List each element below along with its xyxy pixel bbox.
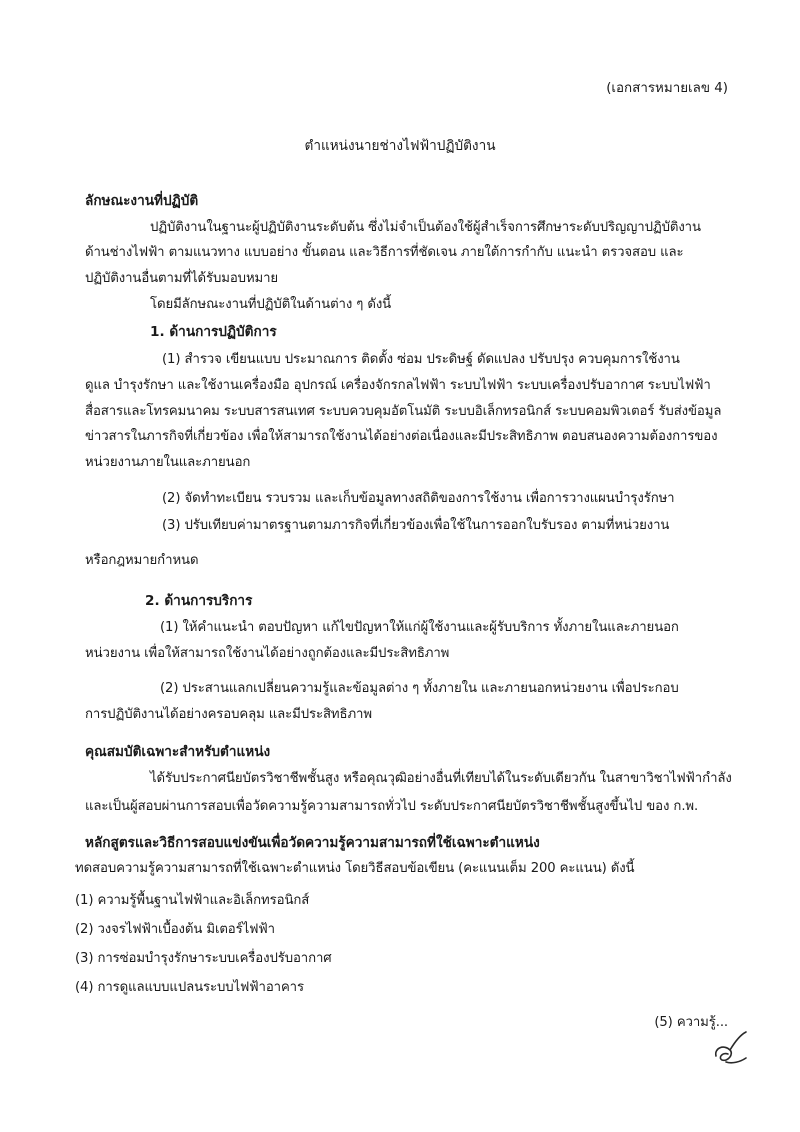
list-item-line: หน่วยงาน เพื่อให้สามารถใช้งานได้อย่างถูกต้องและมีประสิทธิภาพ <box>85 646 450 661</box>
paragraph-line: โดยมีลักษณะงานที่ปฏิบัติในด้านต่าง ๆ ดังนี้ <box>150 297 392 312</box>
list-item-line: (2) จัดทำทะเบียน รวบรวม และเก็บข้อมูลทางสถิติของการใช้งาน เพื่อการวางแผนบำรุงรักษา <box>162 491 675 506</box>
list-item-line: ข่าวสารในภารกิจที่เกี่ยวข้อง เพื่อให้สามารถใช้งานได้อย่างต่อเนื่องและมีประสิทธิภาพ ตอบสนองความต้องการของ <box>85 429 718 444</box>
section-heading-exam: หลักสูตรและวิธีการสอบแข่งขันเพื่อวัดความรู้ความสามารถที่ใช้เฉพาะตำแหน่ง <box>85 835 540 851</box>
document-number: (เอกสารหมายเลข 4) <box>606 81 728 96</box>
list-item: (1) ความรู้พื้นฐานไฟฟ้าและอิเล็กทรอนิกส์ <box>75 893 310 908</box>
signature-mark <box>708 1026 752 1070</box>
paragraph-line: ปฏิบัติงานอื่นตามที่ได้รับมอบหมาย <box>85 271 279 286</box>
list-item-line: หน่วยงานภายในและภายนอก <box>85 455 251 470</box>
list-item-line: (1) ให้คำแนะนำ ตอบปัญหา แก้ไขปัญหาให้แก่ผู้ใช้งานและผู้รับบริการ ทั้งภายในและภายนอก <box>160 620 679 635</box>
list-item: (2) วงจรไฟฟ้าเบื้องต้น มิเตอร์ไฟฟ้า <box>75 922 275 937</box>
list-item-line: การปฏิบัติงานได้อย่างครอบคลุม และมีประสิทธิภาพ <box>85 707 372 722</box>
subheading-services: 2. ด้านการบริการ <box>145 593 253 609</box>
continuation-marker: (5) ความรู้... <box>654 1015 728 1030</box>
list-item-line: ดูแล บำรุงรักษา และใช้งานเครื่องมือ อุปกรณ์ เครื่องจักรกลไฟฟ้า ระบบไฟฟ้า ระบบเครื่องปรับอากาศ ระบบไฟฟ้า <box>85 378 711 393</box>
list-item: (3) การซ่อมบำรุงรักษาระบบเครื่องปรับอากาศ <box>75 951 332 966</box>
list-item-line: สื่อสารและโทรคมนาคม ระบบสารสนเทศ ระบบควบคุมอัตโนมัติ ระบบอิเล็กทรอนิกส์ ระบบคอมพิวเตอร์ รับส่งข้อมูล <box>85 404 722 419</box>
list-item-line: (1) สำรวจ เขียนแบบ ประมาณการ ติดตั้ง ซ่อม ประดิษฐ์ ดัดแปลง ปรับปรุง ควบคุมการใช้งาน <box>162 352 680 367</box>
list-item-line: (2) ประสานแลกเปลี่ยนความรู้และข้อมูลต่าง ๆ ทั้งภายใน และภายนอกหน่วยงาน เพื่อประกอบ <box>160 681 679 696</box>
list-item-line: (3) ปรับเทียบค่ามาตรฐานตามภารกิจที่เกี่ยวข้องเพื่อใช้ในการออกใบรับรอง ตามที่หน่วยงาน <box>162 518 670 533</box>
list-item: (4) การดูแลแบบแปลนระบบไฟฟ้าอาคาร <box>75 980 304 995</box>
paragraph-line: ได้รับประกาศนียบัตรวิชาชีพชั้นสูง หรือคุณวุฒิอย่างอื่นที่เทียบได้ในระดับเดียวกัน ในสาขาวิชาไฟฟ้ากำลัง <box>150 771 732 786</box>
document-title: ตำแหน่งนายช่างไฟฟ้าปฏิบัติงาน <box>304 138 496 154</box>
paragraph-line: ปฏิบัติงานในฐานะผู้ปฏิบัติงานระดับต้น ซึ่งไม่จำเป็นต้องใช้ผู้สำเร็จการศึกษาระดับปริญญาปฏิบัติงาน <box>150 220 701 235</box>
paragraph-line: ทดสอบความรู้ความสามารถที่ใช้เฉพาะตำแหน่ง โดยวิธีสอบข้อเขียน (คะแนนเต็ม 200 คะแนน) ดังนี้ <box>75 861 635 876</box>
subheading-operations: 1. ด้านการปฏิบัติการ <box>150 324 277 340</box>
section-heading-qualifications: คุณสมบัติเฉพาะสำหรับตำแหน่ง <box>85 744 271 760</box>
list-item-line: หรือกฎหมายกำหนด <box>85 553 199 568</box>
paragraph-line: และเป็นผู้สอบผ่านการสอบเพื่อวัดความรู้ความสามารถทั่วไป ระดับประกาศนียบัตรวิชาชีพชั้นสูงขึ้นไป ของ ก.พ. <box>85 799 699 814</box>
section-heading-duties: ลักษณะงานที่ปฏิบัติ <box>85 193 199 209</box>
paragraph-line: ด้านช่างไฟฟ้า ตามแนวทาง แบบอย่าง ขั้นตอน และวิธีการที่ชัดเจน ภายใต้การกำกับ แนะนำ ตรวจสอบ และ <box>85 245 684 260</box>
